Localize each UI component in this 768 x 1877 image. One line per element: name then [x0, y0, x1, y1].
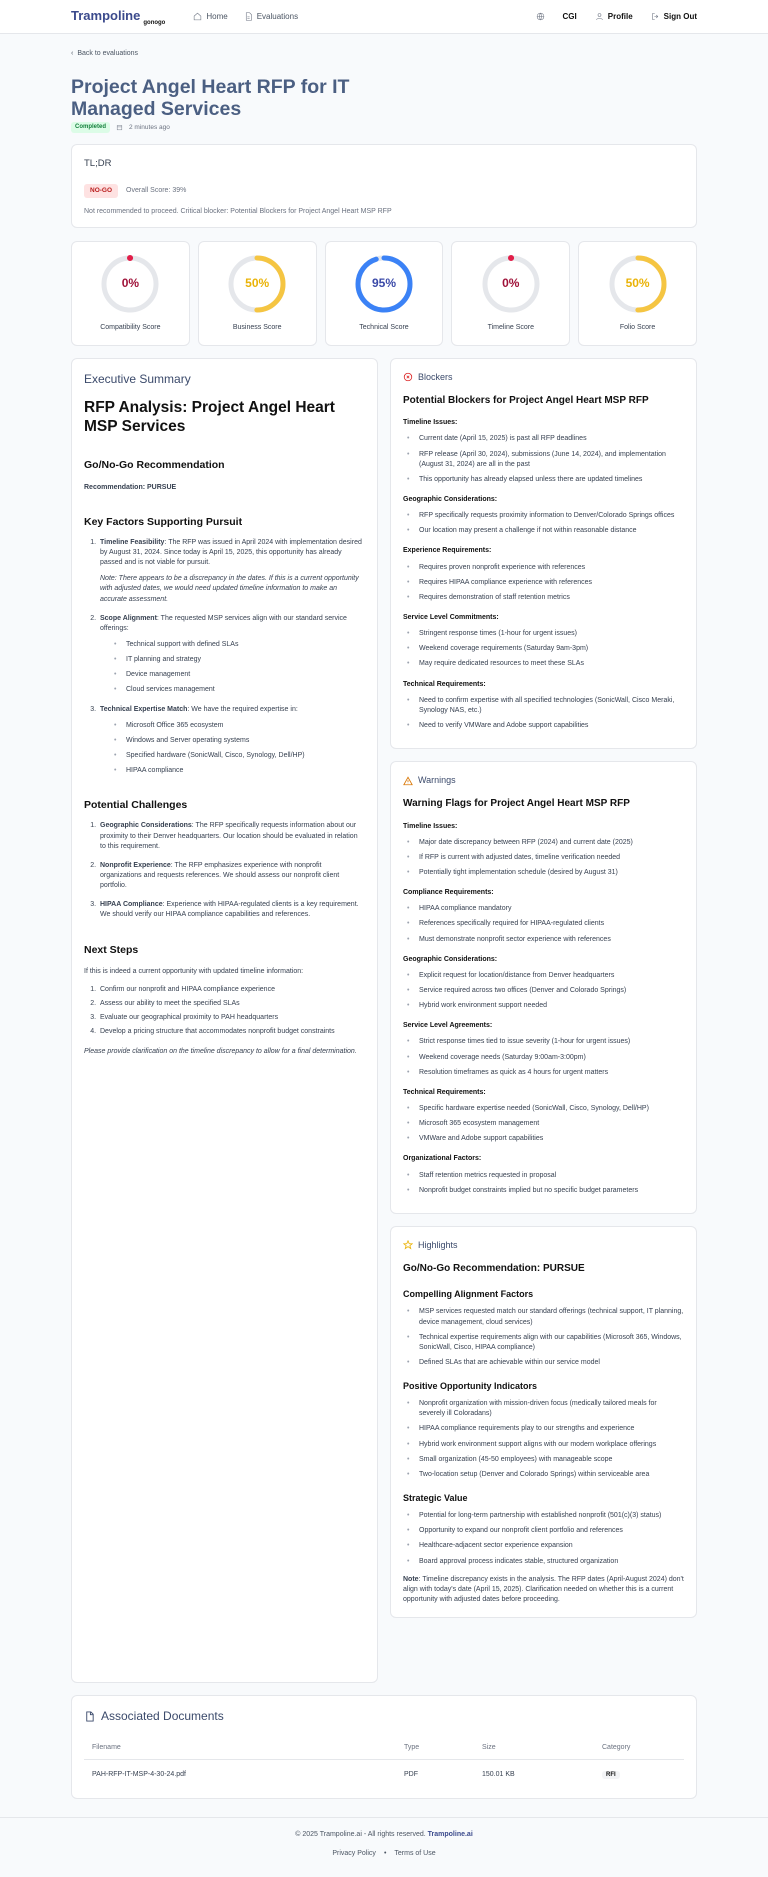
type-cell: PDF [404, 1771, 418, 1779]
list-item: 2. Scope Alignment: The requested MSP services align with our standard service offerings: • Technical support with defined SLAs • IT planning and strategy • Device management • Cloud services management [98, 614, 365, 696]
section-heading: Timeline Issues: [403, 822, 458, 830]
section-list [403, 1307, 684, 1368]
list-item: • Healthcare-adjacent sector experience expansion [407, 1541, 684, 1551]
overall-score: Overall Score: 39% [126, 187, 187, 195]
list-item: • MSP services requested match our standard offerings (technical support, IT planning, device management, cloud services) [407, 1307, 684, 1327]
terms-link[interactable]: Terms of Use [394, 1849, 436, 1857]
section-heading: Technical Requirements: [403, 1088, 486, 1096]
chevron-left-icon: ‹ [71, 50, 74, 57]
list-item: • Technical support with defined SLAs [114, 640, 365, 650]
list-item: • Hybrid work environment support aligns with our modern workplace offerings [407, 1440, 684, 1450]
score-gauge [353, 253, 415, 315]
list-item: • HIPAA compliance requirements play to our strengths and experience [407, 1424, 684, 1434]
logo-subtext: gonogo [143, 20, 166, 27]
section-heading: Timeline Issues: [403, 419, 458, 427]
timestamp: 2 minutes ago [129, 123, 170, 131]
file-icon [84, 1711, 95, 1722]
list-item: • Potential for long-term partnership with established nonprofit (501(c)(3) status) [407, 1511, 684, 1521]
section-list [403, 838, 684, 878]
score-value: 50% [245, 276, 270, 290]
table-row[interactable] [84, 1760, 684, 1791]
list-item: • Windows and Server operating systems [114, 736, 365, 746]
list-item: 1. Geographic Considerations: The RFP specifically requests information about our proximity to their Denver headquarters. Our location should be evaluated in relation to this requirement. [98, 821, 365, 851]
highlights-note: Note: Timeline discrepancy exists in the analysis. The RFP dates (April-August 2024) don't align with today's date (April 15, 2025). Clarification needed on whether this is a current opportunity with adjusted dates before proceeding. [403, 1575, 684, 1603]
score-label: Technical Score [359, 323, 409, 331]
score-value: 0% [502, 276, 520, 290]
score-cards [71, 241, 697, 346]
executive-summary-heading: Executive Summary [84, 371, 191, 386]
list-item: • Must demonstrate nonprofit sector experience with references [407, 935, 684, 945]
executive-summary-card [71, 358, 378, 1683]
list-item: • Nonprofit budget constraints implied but no specific budget parameters [407, 1186, 684, 1196]
recommendation-heading: Go/No-Go Recommendation [84, 459, 225, 472]
list-item: • Staff retention metrics requested in proposal [407, 1171, 684, 1181]
list-item: • HIPAA compliance mandatory [407, 904, 684, 914]
list-item: • IT planning and strategy [114, 655, 365, 665]
column-header: Size [474, 1739, 594, 1760]
copyright: © 2025 Trampoline.ai - All rights reserved. Trampoline.ai [295, 1830, 473, 1838]
list-item: 2. Assess our ability to meet the specified SLAs [98, 999, 365, 1009]
list-item: • Stringent response times (1-hour for urgent issues) [407, 629, 684, 639]
list-item: • Defined SLAs that are achievable within our service model [407, 1358, 684, 1368]
summary-title: RFP Analysis: Project Angel Heart MSP Services [84, 399, 335, 435]
list-item: • HIPAA compliance [114, 766, 365, 776]
score-card [578, 241, 697, 346]
footer [0, 1817, 768, 1877]
org-name[interactable]: CGI [562, 11, 577, 21]
score-gauge [480, 253, 542, 315]
list-item: 3. Technical Expertise Match: We have the required expertise in: • Microsoft Office 365 ecosystem • Windows and Server operating systems • Specified hardware (SonicWall, Cisco, Synology, Dell/HP) • HIPAA compliance [98, 705, 365, 777]
score-card [325, 241, 444, 346]
logout-icon [651, 12, 660, 21]
list-item: • VMWare and Adobe support capabilities [407, 1134, 684, 1144]
challenges-heading: Potential Challenges [84, 799, 188, 812]
list-item: • Potentially tight implementation schedule (desired by August 31) [407, 868, 684, 878]
section-heading: Service Level Commitments: [403, 613, 499, 621]
list-item: • Technical expertise requirements align with our capabilities (Microsoft 365, Windows, SonicWall, Cisco, HIPAA compliance) [407, 1333, 684, 1353]
tldr-note: Not recommended to proceed. Critical blocker: Potential Blockers for Project Angel Heart MSP RFP [84, 207, 392, 215]
list-item: • Board approval process indicates stable, structured organization [407, 1557, 684, 1567]
list-item: • RFP release (April 30, 2024), submissions (June 14, 2024), and implementation (August 31, 2024) are all in the past [407, 450, 684, 470]
closing-note: Please provide clarification on the timeline discrepancy to allow for a final determination. [84, 1047, 357, 1055]
list-item: 1. Confirm our nonprofit and HIPAA compliance experience [98, 985, 365, 995]
associated-documents-card [71, 1695, 697, 1799]
section-heading: Positive Opportunity Indicators [403, 1381, 538, 1392]
score-card [71, 241, 190, 346]
list-item: 3. HIPAA Compliance: Experience with HIPAA-regulated clients is a key requirement. We should verify our HIPAA compliance capabilities and references. [98, 900, 365, 920]
list-item: • Explicit request for location/distance from Denver headquarters [407, 971, 684, 981]
section-list [403, 1171, 684, 1196]
separator: • [383, 1849, 387, 1857]
warnings-sections [403, 822, 684, 1196]
score-gauge [226, 253, 288, 315]
document-icon [244, 12, 253, 21]
warnings-title: Warning Flags for Project Angel Heart MSP RFP [403, 798, 630, 810]
documents-table [84, 1739, 684, 1790]
list-item: • May require dedicated resources to meet these SLAs [407, 659, 684, 669]
nav-evaluations-label: Evaluations [256, 11, 299, 21]
top-navbar [0, 0, 768, 34]
profile-link[interactable] [595, 11, 633, 23]
section-list [403, 1037, 684, 1077]
calendar-icon [116, 124, 123, 131]
privacy-link[interactable]: Privacy Policy [332, 1849, 376, 1857]
status-badge: Completed [71, 122, 110, 133]
list-item: • Strict response times tied to issue severity (1-hour for urgent issues) [407, 1037, 684, 1047]
filename-cell[interactable]: PAH-RFP-IT-MSP-4-30-24.pdf [92, 1771, 187, 1779]
score-value: 0% [121, 276, 140, 290]
list-item: • RFP specifically requests proximity information to Denver/Colorado Springs offices [407, 511, 684, 521]
list-item: • Need to confirm expertise with all specified technologies (SonicWall, Cisco Meraki, Synology NAS, etc.) [407, 696, 684, 716]
score-card [451, 241, 570, 346]
section-list [403, 696, 684, 731]
blockers-title: Potential Blockers for Project Angel Heart MSP RFP [403, 394, 649, 406]
list-item: • Current date (April 15, 2025) is past all RFP deadlines [407, 434, 684, 444]
list-item: • If RFP is current with adjusted dates, timeline verification needed [407, 853, 684, 863]
section-list [403, 511, 684, 536]
score-value: 50% [625, 276, 650, 290]
user-icon [595, 12, 604, 21]
section-heading: Geographic Considerations: [403, 495, 498, 503]
list-item: 1. Timeline Feasibility: The RFP was issued in April 2024 with implementation desired by August 31, 2024. Since today is April 15, 2025, this opportunity has already passed and is not viable for pursuit. Note: There appears to be a discrepancy in the dates. If this is a current opportunity with adjusted dates, we would need updated timeline information to make an accurate assessment. [98, 538, 365, 605]
next-steps-intro: If this is indeed a current opportunity with updated timeline information: [84, 967, 304, 975]
sign-out-button[interactable] [651, 11, 697, 23]
list-item: • Our location may present a challenge if not within reasonable distance [407, 526, 684, 536]
documents-heading: Associated Documents [101, 1708, 224, 1723]
list-item: • References specifically required for HIPAA-regulated clients [407, 919, 684, 929]
list-item: • Nonprofit organization with mission-driven focus (medically tailored meals for severely ill Coloradans) [407, 1399, 684, 1419]
section-heading: Experience Requirements: [403, 547, 492, 555]
list-item: • Major date discrepancy between RFP (2024) and current date (2025) [407, 838, 684, 848]
home-icon [193, 12, 202, 21]
section-heading: Compliance Requirements: [403, 889, 494, 897]
column-header: Filename [84, 1739, 396, 1760]
recommendation-line: Recommendation: PURSUE [84, 483, 177, 491]
x-circle-icon [403, 372, 413, 382]
list-item: • Weekend coverage needs (Saturday 9:00am-3:00pm) [407, 1053, 684, 1063]
section-heading: Strategic Value [403, 1493, 468, 1504]
score-gauge [99, 253, 161, 315]
list-item: 2. Nonprofit Experience: The RFP emphasizes experience with nonprofit organizations and requests references. We should assess our nonprofit client portfolio. [98, 861, 365, 891]
highlights-sections [403, 1288, 684, 1566]
profile-label: Profile [607, 11, 633, 21]
list-item: • Specific hardware expertise needed (SonicWall, Cisco, Synology, Dell/HP) [407, 1104, 684, 1114]
highlights-heading: Highlights [418, 1239, 458, 1250]
list-item: • Microsoft Office 365 ecosystem [114, 721, 365, 731]
column-header: Category [594, 1739, 684, 1760]
column-header: Type [396, 1739, 474, 1760]
star-icon [403, 1240, 413, 1250]
section-heading: Compelling Alignment Factors [403, 1289, 534, 1300]
section-list [403, 1399, 684, 1480]
score-label: Timeline Score [487, 323, 534, 331]
category-cell [594, 1760, 684, 1791]
section-heading: Service Level Agreements: [403, 1022, 493, 1030]
score-value: 95% [371, 276, 396, 290]
warning-triangle-icon [403, 776, 413, 786]
list-item: • Weekend coverage requirements (Saturday 9am-3pm) [407, 644, 684, 654]
logo[interactable] [71, 7, 165, 26]
section-list [403, 1511, 684, 1567]
decision-badge: NO-GO [84, 184, 118, 197]
globe-icon[interactable] [536, 12, 545, 21]
section-list [403, 563, 684, 603]
back-label: Back to evaluations [77, 50, 139, 57]
list-item: • Service required across two offices (Denver and Colorado Springs) [407, 986, 684, 996]
list-item: • Device management [114, 670, 365, 680]
blockers-card [390, 358, 697, 749]
highlights-card [390, 1226, 697, 1618]
tldr-heading: TL;DR [84, 157, 112, 169]
key-factors-heading: Key Factors Supporting Pursuit [84, 515, 243, 528]
size-cell: 150.01 KB [482, 1771, 515, 1779]
brand-link[interactable]: Trampoline.ai [427, 1830, 473, 1838]
list-item: • This opportunity has already elapsed unless there are updated timelines [407, 475, 684, 485]
list-item: • Resolution timeframes as quick as 4 hours for urgent matters [407, 1068, 684, 1078]
list-item: 4. Develop a pricing structure that accommodates nonprofit budget constraints [98, 1027, 365, 1037]
tldr-card [71, 144, 697, 228]
list-item: • Two-location setup (Denver and Colorado Springs) within serviceable area [407, 1470, 684, 1480]
list-item: • Hybrid work environment support needed [407, 1001, 684, 1011]
list-item: • Opportunity to expand our nonprofit client portfolio and references [407, 1526, 684, 1536]
timeline-note: Note: There appears to be a discrepancy in the dates. If this is a current opportunity with adjusted dates, we would need updated timeline information to make an accurate assessment. [100, 575, 359, 603]
section-list [403, 434, 684, 485]
score-label: Business Score [232, 323, 282, 331]
list-item: • Cloud services management [114, 685, 365, 695]
section-list [403, 904, 684, 944]
list-item: • Specified hardware (SonicWall, Cisco, Synology, Dell/HP) [114, 751, 365, 761]
category-badge: RFI [602, 1771, 620, 1779]
sign-out-label: Sign Out [663, 11, 697, 21]
list-item: • Requires HIPAA compliance experience with references [407, 578, 684, 588]
highlights-title: Go/No-Go Recommendation: PURSUE [403, 1262, 585, 1274]
list-item: • Need to verify VMWare and Adobe support capabilities [407, 721, 684, 731]
nav-evaluations[interactable] [244, 11, 298, 23]
warnings-heading: Warnings [418, 775, 456, 786]
blockers-sections [403, 418, 684, 731]
list-item: • Microsoft 365 ecosystem management [407, 1119, 684, 1129]
section-heading: Geographic Considerations: [403, 955, 498, 963]
section-list [403, 629, 684, 669]
score-card [198, 241, 317, 346]
nav-home[interactable] [193, 11, 227, 23]
list-item: • Small organization (45-50 employees) with manageable scope [407, 1455, 684, 1465]
list-item: • Requires proven nonprofit experience with references [407, 563, 684, 573]
list-item: • Requires demonstration of staff retention metrics [407, 593, 684, 603]
nav-home-label: Home [206, 11, 228, 21]
section-heading: Technical Requirements: [403, 680, 486, 688]
section-list [403, 971, 684, 1011]
warnings-card [390, 761, 697, 1214]
list-item: 3. Evaluate our geographical proximity to PAH headquarters [98, 1013, 365, 1023]
score-gauge [607, 253, 669, 315]
page-title: Project Angel Heart RFP for IT Managed Services [71, 76, 350, 120]
next-steps-heading: Next Steps [84, 943, 139, 956]
score-label: Compatibility Score [100, 323, 161, 331]
blockers-heading: Blockers [418, 371, 453, 382]
section-heading: Organizational Factors: [403, 1155, 482, 1163]
score-label: Folio Score [619, 323, 656, 331]
back-link[interactable] [71, 49, 697, 59]
section-list [403, 1104, 684, 1144]
logo-text: Trampoline [71, 8, 141, 24]
